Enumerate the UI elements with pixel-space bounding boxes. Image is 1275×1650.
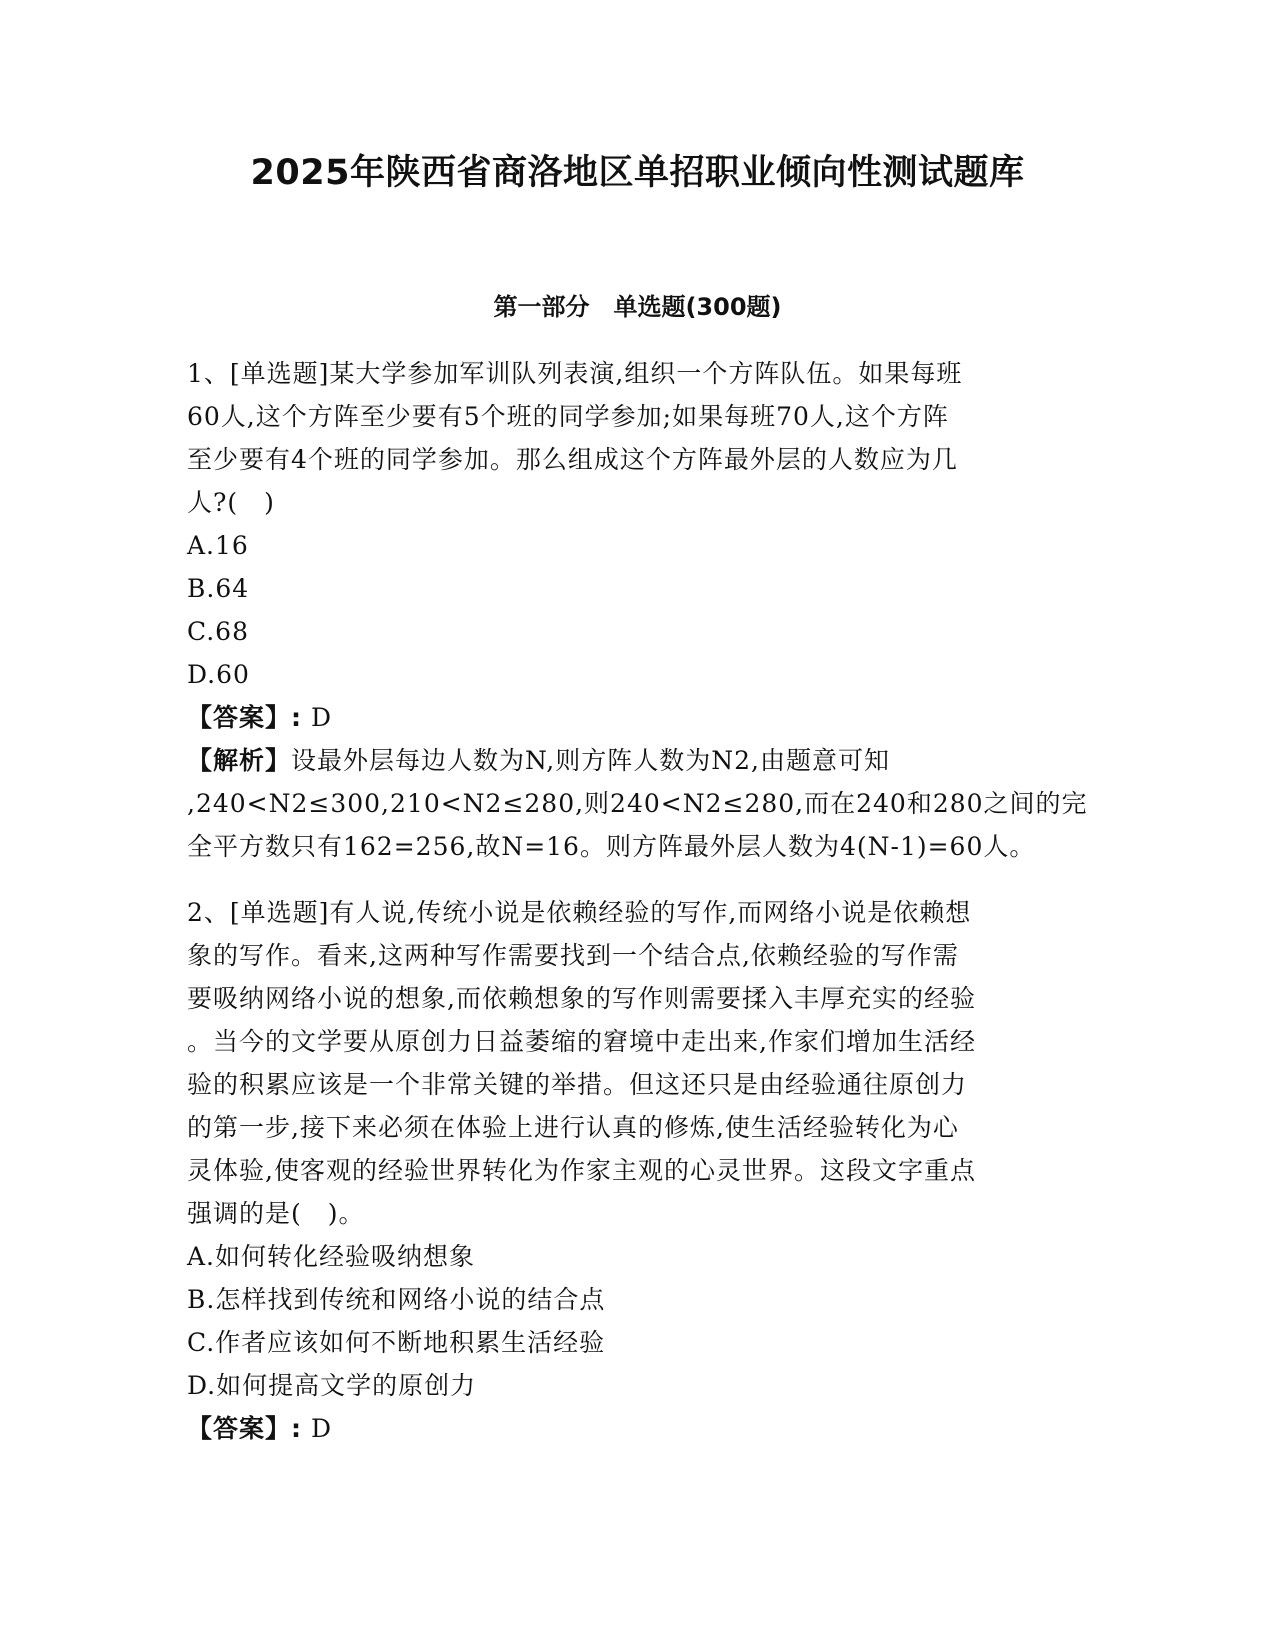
analysis-label: 【解析】 xyxy=(187,746,292,775)
option-a: A.16 xyxy=(187,531,249,560)
option-b: B.64 xyxy=(187,574,250,603)
question-stem-line: 验的积累应该是一个非常关键的举措。但这还只是由经验通往原创力 xyxy=(187,1070,968,1099)
question-stem-line: 60人,这个方阵至少要有5个班的同学参加;如果每班70人,这个方阵 xyxy=(187,402,949,431)
option-a: A.如何转化经验吸纳想象 xyxy=(187,1242,476,1271)
answer-line xyxy=(187,1407,1087,1450)
option-b: B.怎样找到传统和网络小说的结合点 xyxy=(187,1285,606,1314)
document-title: 2025年陕西省商洛地区单招职业倾向性测试题库 xyxy=(250,153,1025,193)
analysis-line: ,240<N2≤300,210<N2≤280,则240<N2≤280,而在240和280之间的完 xyxy=(187,789,1088,818)
question-stem-line: 强调的是( )。 xyxy=(187,1199,365,1228)
answer-label: 【答案】 xyxy=(187,703,292,732)
analysis-text: 设最外层每边人数为N,则方阵人数为N2,由题意可知 xyxy=(291,746,890,775)
question-stem-line: 2、[单选题]有人说,传统小说是依赖经验的写作,而网络小说是依赖想 xyxy=(187,898,972,927)
question-stem-line: 至少要有4个班的同学参加。那么组成这个方阵最外层的人数应为几 xyxy=(187,445,958,474)
question-2 xyxy=(187,891,1087,1450)
option-c: C.作者应该如何不断地积累生活经验 xyxy=(187,1328,606,1357)
analysis-line: 全平方数只有162=256,故N=16。则方阵最外层人数为4(N-1)=60人。 xyxy=(187,832,1036,861)
question-stem-line: 人?( ) xyxy=(187,488,275,517)
question-1 xyxy=(187,352,1087,868)
option-d: D.60 xyxy=(187,660,250,689)
answer-separator: : xyxy=(291,703,303,732)
option-c: C.68 xyxy=(187,617,249,646)
answer-label: 【答案】 xyxy=(187,1414,292,1443)
question-stem-line: 1、[单选题]某大学参加军训队列表演,组织一个方阵队伍。如果每班 xyxy=(187,359,963,388)
section-title: 第一部分 单选题(300题) xyxy=(493,293,782,321)
question-stem-line: 的第一步,接下来必须在体验上进行认真的修炼,使生活经验转化为心 xyxy=(187,1113,959,1142)
question-stem-line: 灵体验,使客观的经验世界转化为作家主观的心灵世界。这段文字重点 xyxy=(187,1156,976,1185)
answer-separator: : xyxy=(291,1414,303,1443)
question-stem-line: 象的写作。看来,这两种写作需要找到一个结合点,依赖经验的写作需 xyxy=(187,941,959,970)
answer-line xyxy=(187,696,1087,739)
question-stem-line: 。当今的文学要从原创力日益萎缩的窘境中走出来,作家们增加生活经 xyxy=(187,1027,976,1056)
question-stem-line: 要吸纳网络小说的想象,而依赖想象的写作则需要揉入丰厚充实的经验 xyxy=(187,984,976,1013)
analysis-line xyxy=(187,739,1087,782)
answer-value: D xyxy=(310,1414,333,1443)
option-d: D.如何提高文学的原创力 xyxy=(187,1371,477,1400)
answer-value: D xyxy=(310,703,333,732)
